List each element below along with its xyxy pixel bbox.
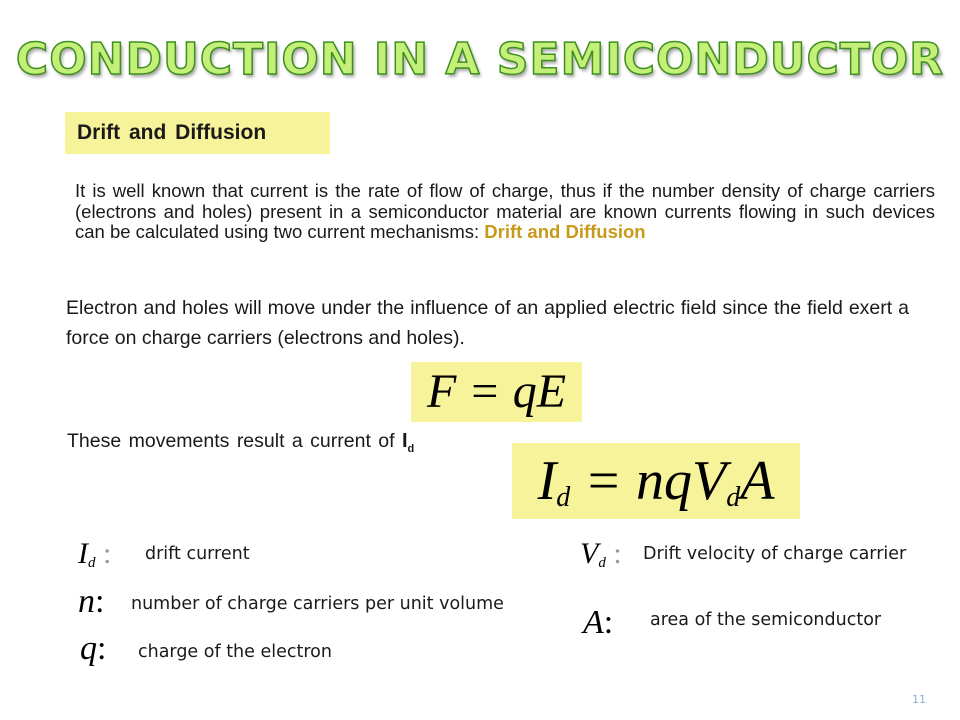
movements-symbol: I bbox=[401, 430, 408, 452]
intro-paragraph bbox=[75, 181, 935, 243]
legend-symbol-a: A: bbox=[583, 604, 614, 641]
eq-lhs: I bbox=[537, 450, 557, 512]
legend-symbol-vd: $V_d$ : bbox=[580, 537, 622, 571]
page-number: 11 bbox=[912, 693, 926, 706]
legend-desc-drift-velocity: Drift velocity of charge carrier bbox=[643, 544, 907, 564]
electric-field-paragraph: Electron and holes will move under the influence of an applied electric field since the field exert a force on charge carriers (electrons and holes). bbox=[66, 297, 909, 349]
movements-sentence bbox=[67, 430, 414, 455]
legend-desc-carrier-density: number of charge carriers per unit volume bbox=[131, 594, 504, 614]
intro-text: It is well known that current is the rate of flow of charge, thus if the number density of charge carriers (electrons and holes) present in a semiconductor material are known currents flowing in such devices can be calculated using two current mechanisms: bbox=[75, 180, 935, 242]
movements-text: These movements result a current of bbox=[67, 430, 402, 452]
eq-rhs: A bbox=[740, 450, 775, 512]
legend-symbol-q: q: bbox=[80, 630, 107, 667]
section-heading: Drift and Diffusion bbox=[65, 112, 330, 154]
eq-middle: = nqV bbox=[570, 450, 727, 512]
eq-mid-sub: d bbox=[726, 482, 741, 513]
legend-symbol-n: n: bbox=[78, 583, 105, 620]
drift-current-equation bbox=[512, 443, 800, 519]
legend-desc-drift-current: drift current bbox=[145, 544, 250, 564]
legend-desc-electron-charge: charge of the electron bbox=[138, 642, 332, 662]
force-equation: F = qE bbox=[411, 362, 582, 422]
eq-lhs-sub: d bbox=[556, 482, 571, 513]
intro-highlight: Drift and Diffusion bbox=[484, 221, 646, 242]
legend-desc-area: area of the semiconductor bbox=[650, 610, 882, 630]
legend-symbol-id: $I_d$ : bbox=[78, 537, 112, 571]
movements-subscript: d bbox=[407, 442, 415, 455]
slide-title: CONDUCTION IN A SEMICONDUCTOR bbox=[15, 34, 945, 85]
